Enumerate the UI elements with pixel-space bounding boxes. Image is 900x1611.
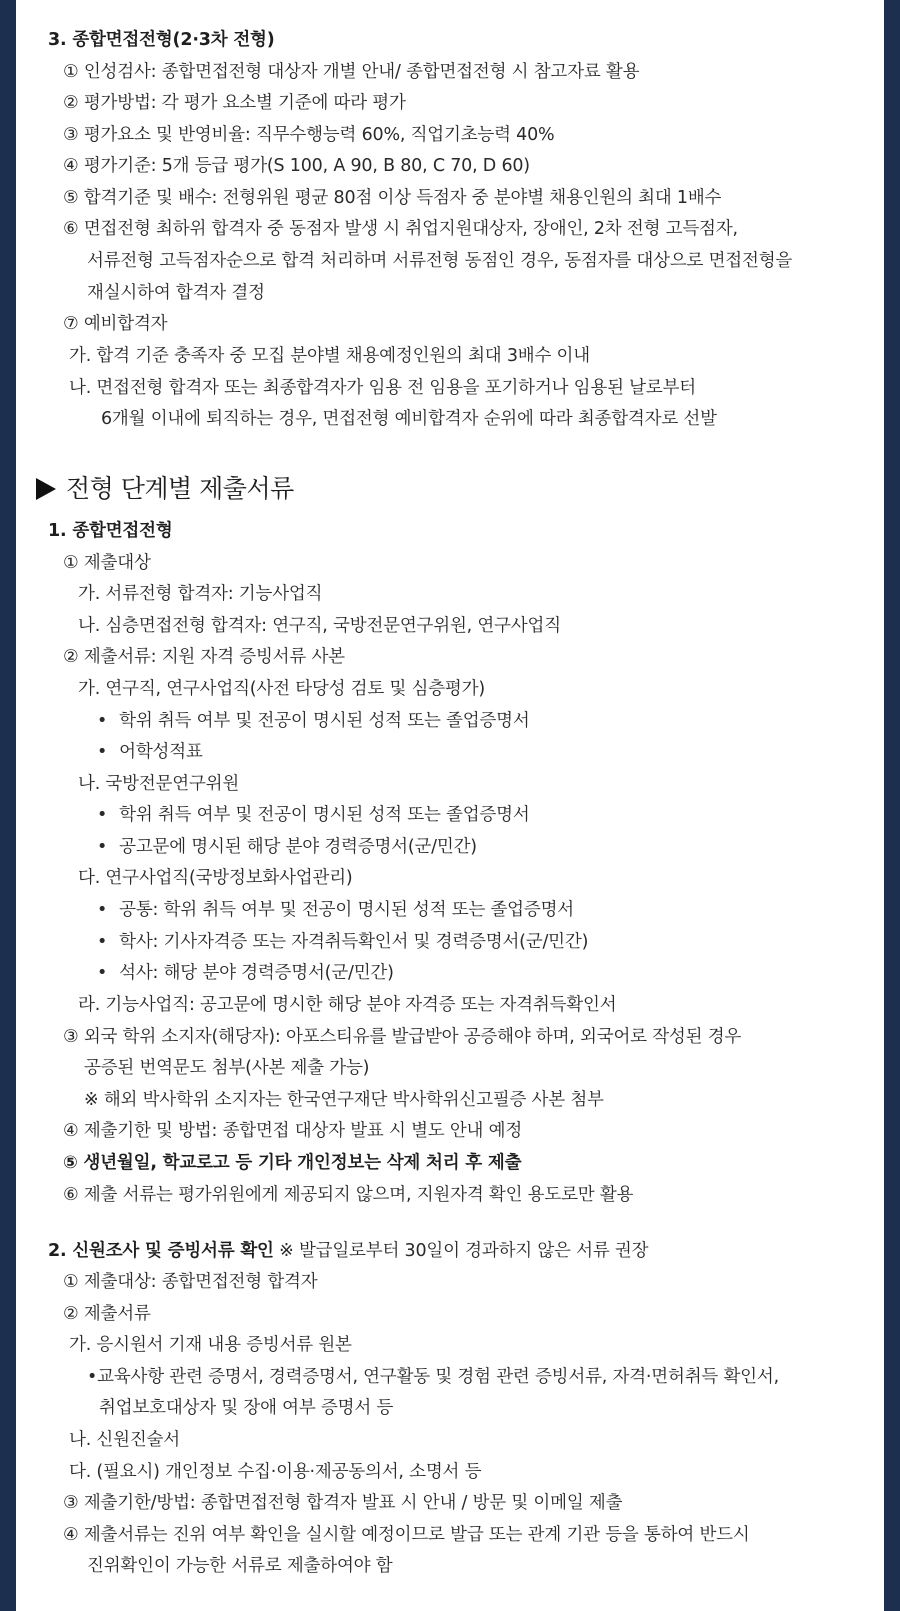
part3-subitem-cont: 6개월 이내에 퇴직하는 경우, 면접전형 예비합격자 순위에 따라 최종합격자로 선발: [101, 409, 717, 429]
part1-bullet: • 어학성적표: [97, 741, 203, 763]
part3-item: ③ 평가요소 및 반영비율: 직무수행능력 60%, 직업기초능력 40%: [63, 125, 555, 145]
part3-heading: 3. 종합면접전형(2·3차 전형): [48, 30, 275, 50]
part1-subitem: 나. 심층면접전형 합격자: 연구직, 국방전문연구위원, 연구사업직: [78, 616, 561, 636]
bullet-dot: •: [87, 1367, 98, 1387]
part1-item: ③ 외국 학위 소지자(해당자): 아포스티유를 발급받아 공증해야 하며, 외국어로 작성된 경우: [63, 1027, 742, 1047]
part2-bullet: [87, 1366, 779, 1388]
part2-item: ④ 제출서류는 진위 여부 확인을 실시할 예정이므로 발급 또는 관계 기관 등을 통하여 반드시: [63, 1525, 750, 1545]
part3-subitem: 나. 면접전형 합격자 또는 최종합격자가 임용 전 임용을 포기하거나 임용된 날로부터: [69, 378, 696, 398]
triangle-bullet-icon: [36, 478, 56, 500]
part1-subitem: 가. 연구직, 연구사업직(사전 타당성 검토 및 심층평가): [78, 679, 485, 699]
part2-heading: [48, 1240, 648, 1262]
part1-subitem: 다. 연구사업직(국방정보화사업관리): [78, 868, 353, 888]
part3-item: ① 인성검사: 종합면접전형 대상자 개별 안내/ 종합면접전형 시 참고자료 활용: [63, 62, 640, 82]
part2-item: ③ 제출기한/방법: 종합면접전형 합격자 발표 시 안내 / 방문 및 이메일 제출: [63, 1493, 623, 1513]
part1-subitem: 가. 서류전형 합격자: 기능사업직: [78, 584, 323, 604]
part2-subitem: 다. (필요시) 개인정보 수집·이용·제공동의서, 소명서 등: [69, 1462, 482, 1482]
part1-item: ② 제출서류: 지원 자격 증빙서류 사본: [63, 647, 345, 667]
part3-item: ⑥ 면접전형 최하위 합격자 중 동점자 발생 시 취업지원대상자, 장애인, 2차 전형 고득점자,: [63, 219, 738, 239]
part1-note: ※ 해외 박사학위 소지자는 한국연구재단 박사학위신고필증 사본 첨부: [84, 1090, 604, 1110]
part2-subitem: 나. 신원진술서: [69, 1430, 180, 1450]
part1-bullet: • 학사: 기사자격증 또는 자격취득확인서 및 경력증명서(군/민간): [97, 931, 588, 953]
part2-heading-note: ※ 발급일로부터 30일이 경과하지 않은 서류 권장: [273, 1241, 649, 1261]
part1-item: ⑥ 제출 서류는 평가위원에게 제공되지 않으며, 지원자격 확인 용도로만 활용: [63, 1185, 634, 1205]
part3-item: ⑦ 예비합격자: [63, 314, 168, 334]
part2-subitem: 가. 응시원서 기재 내용 증빙서류 원본: [69, 1335, 352, 1355]
part1-bullet: • 석사: 해당 분야 경력증명서(군/민간): [97, 962, 394, 984]
part2-item: ① 제출대상: 종합면접전형 합격자: [63, 1272, 318, 1292]
part1-item: ④ 제출기한 및 방법: 종합면접 대상자 발표 시 별도 안내 예정: [63, 1121, 523, 1141]
part3-item-cont: 재실시하여 합격자 결정: [87, 283, 265, 303]
part1-item: ① 제출대상: [63, 553, 151, 573]
part3-item: ④ 평가기준: 5개 등급 평가(S 100, A 90, B 80, C 70, D 60): [63, 156, 530, 176]
part1-subitem: 나. 국방전문연구위원: [78, 774, 240, 794]
part1-item-emphasis: ⑤ 생년월일, 학교로고 등 기타 개인정보는 삭제 처리 후 제출: [63, 1153, 522, 1173]
part3-item: ⑤ 합격기준 및 배수: 전형위원 평균 80점 이상 득점자 중 분야별 채용인원의 최대 1배수: [63, 188, 722, 208]
part1-bullet: • 학위 취득 여부 및 전공이 명시된 성적 또는 졸업증명서: [97, 710, 530, 732]
part1-heading: 1. 종합면접전형: [48, 521, 173, 541]
part2-item: ② 제출서류: [63, 1304, 151, 1324]
part2-item-cont: 진위확인이 가능한 서류로 제출하여야 함: [87, 1556, 393, 1576]
document-page: [16, 0, 884, 1611]
part2-bullet-text: 교육사항 관련 증명서, 경력증명서, 연구활동 및 경험 관련 증빙서류, 자격·면허취득 확인서,: [97, 1367, 779, 1387]
part1-subitem: 라. 기능사업직: 공고문에 명시한 해당 분야 자격증 또는 자격취득확인서: [78, 995, 617, 1015]
part3-subitem: 가. 합격 기준 충족자 중 모집 분야별 채용예정인원의 최대 3배수 이내: [69, 346, 590, 366]
part3-item: ② 평가방법: 각 평가 요소별 기준에 따라 평가: [63, 93, 406, 113]
part1-item-cont: 공증된 번역문도 첨부(사본 제출 가능): [84, 1058, 370, 1078]
part2-bullet-cont: 취업보호대상자 및 장애 여부 증명서 등: [99, 1398, 394, 1418]
part2-heading-text: 2. 신원조사 및 증빙서류 확인: [48, 1241, 274, 1261]
part1-bullet: • 공통: 학위 취득 여부 및 전공이 명시된 성적 또는 졸업증명서: [97, 899, 574, 921]
part1-bullet: • 공고문에 명시된 해당 분야 경력증명서(군/민간): [97, 836, 477, 858]
part1-bullet: • 학위 취득 여부 및 전공이 명시된 성적 또는 졸업증명서: [97, 804, 530, 826]
section-title: [36, 473, 294, 505]
section-title-text: 전형 단계별 제출서류: [66, 474, 294, 503]
part3-item-cont: 서류전형 고득점자순으로 합격 처리하며 서류전형 동점인 경우, 동점자를 대상으로 면접전형을: [87, 251, 793, 271]
